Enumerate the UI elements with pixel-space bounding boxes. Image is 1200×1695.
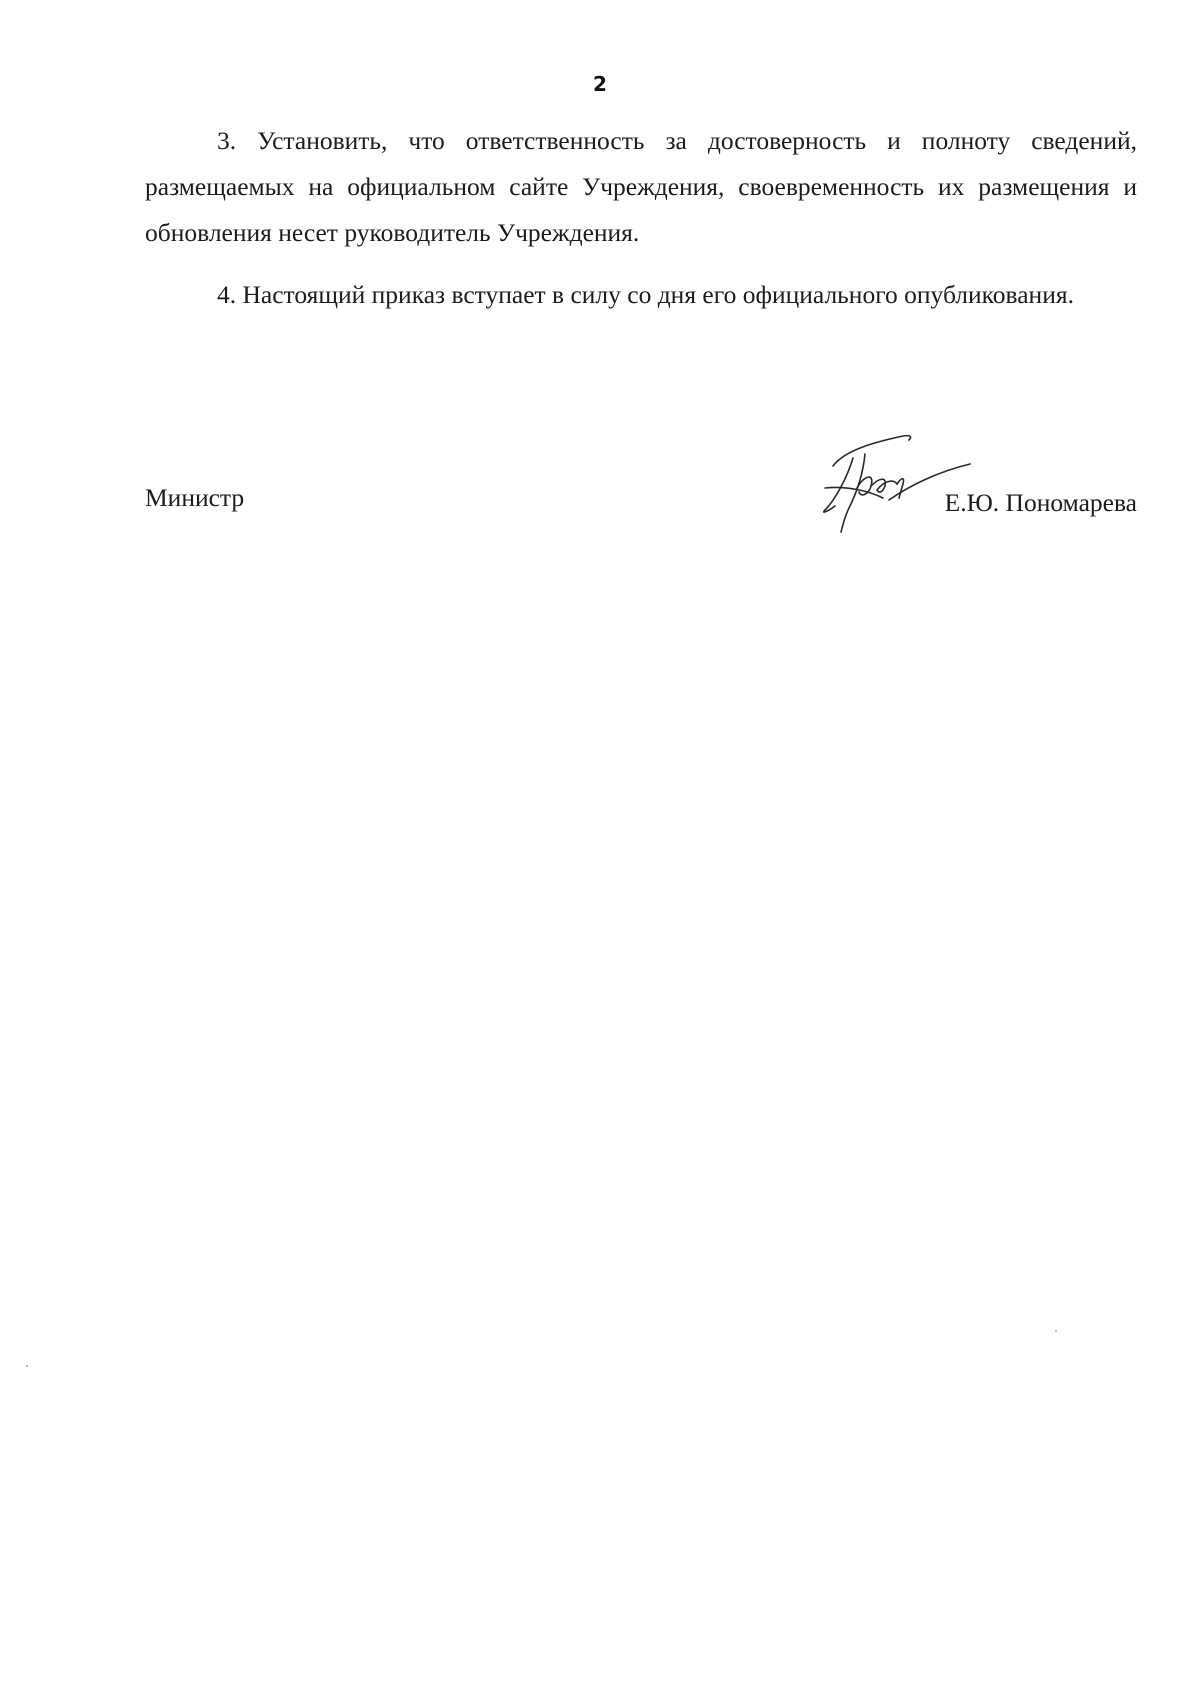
signer-name: Е.Ю. Пономарева bbox=[944, 488, 1137, 517]
page-number: 2 bbox=[593, 72, 607, 96]
position-title: Министр bbox=[145, 483, 245, 512]
scan-speck bbox=[26, 1365, 28, 1367]
document-body bbox=[145, 118, 1137, 318]
scan-speck bbox=[1055, 1330, 1057, 1332]
handwritten-signature-icon bbox=[805, 428, 975, 538]
paragraph-4: 4. Настоящий приказ вступает в силу со дня его официального опубликования. bbox=[217, 280, 1074, 309]
signature-block bbox=[145, 428, 1137, 548]
paragraph-3: 3. Установить, что ответственность за достоверность и полноту сведений, размещаемых на официальном сайте Учреждения, своевременность их размещения и обновления несет руководитель Учреждения. bbox=[145, 126, 1137, 247]
